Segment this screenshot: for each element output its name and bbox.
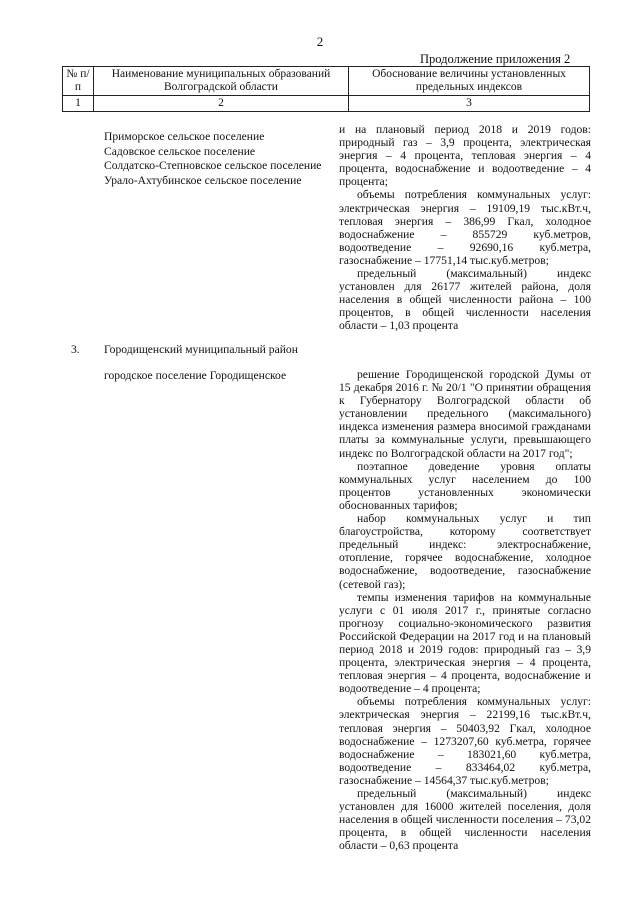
settlement-name: Приморское сельское поселение	[104, 130, 265, 143]
justification-paragraph: набор коммунальных услуг и тип благоустройства, которому соответствует предельный индекс: электроснабжение, отопление, горячее водоснабжение, холодное водоснабжение, водоотведение, газоснабжение (сетевой газ);	[339, 512, 591, 591]
justification-block-1	[339, 123, 591, 333]
header-num-2: 2	[94, 96, 349, 112]
header-name-col: Наименование муниципальных образований Волгоградской области	[94, 67, 349, 96]
header-num-3: 3	[349, 96, 590, 112]
justification-paragraph: решение Городищенской городской Думы от 15 декабря 2016 г. № 20/1 "О принятии обращения к Губернатору Волгоградской области об установлении предельного (максимального) индекса изменения размера вносимой гражданами платы за коммунальные услуги, превышающего индекс по Волгоградской области на 2017 год";	[339, 368, 591, 460]
district-name: Городищенский муниципальный район	[104, 343, 298, 356]
settlement-name: городское поселение Городищенское	[104, 369, 287, 382]
justification-paragraph: и на плановый период 2018 и 2019 годов: природный газ – 3,9 процента, электрическая энергия – 4 процента, тепловая энергия – 4 процента, водоснабжение и водоотведение – 4 процента;	[339, 123, 591, 189]
table-header	[62, 66, 590, 112]
justification-paragraph: темпы изменения тарифов на коммунальные услуги с 01 июля 2017 г., принятые согласно прогнозу социально-экономического развития Российской Федерации на 2017 год и на плановый период 2018 и 2019 годов: природный газ – 3,9 процента, электрическая энергия – 4 процента, тепловая энергия – 4 процента, водоснабжение и водоотведение – 4 процента;	[339, 590, 591, 696]
justification-block-2	[339, 368, 591, 852]
justification-paragraph: предельный (максимальный) индекс установлен для 26177 жителей района, доля населения в общей численности района – 100 процентов, в общей численности населения области – 1,03 процента	[339, 267, 591, 333]
header-number-col: № п/п	[63, 67, 94, 96]
settlement-name: Урало-Ахтубинское сельское поселение	[104, 173, 302, 187]
justification-paragraph: объемы потребления коммунальных услуг: электрическая энергия – 22199,16 тыс.кВт.ч, тепловая энергия – 50403,92 Гкал, холодное водоснабжение – 1273207,60 куб.метра, горячее водоснабжение – 183021,60 куб.метра, водоотведение – 833464,02 куб.метра, газоснабжение – 14564,37 тыс.куб.метров;	[339, 695, 591, 787]
justification-paragraph: поэтапное доведение уровня оплаты коммунальных услуг населением до 100 процентов установленных экономически обоснованных тарифов;	[339, 459, 591, 512]
page-number: 2	[316, 34, 324, 49]
settlement-list	[104, 130, 321, 188]
settlement-name: Садовское сельское поселение	[104, 144, 256, 158]
header-justification-col: Обоснование величины установленных предельных индексов	[349, 67, 590, 96]
settlement-name: Солдатско-Степновское сельское поселение	[104, 159, 322, 173]
justification-paragraph: предельный (максимальный) индекс установлен для 16000 жителей поселения, доля населения в общей численности поселения – 73,02 процента, в общей численности населения области – 0,63 процента	[339, 787, 591, 853]
continuation-label: Продолжение приложения 2	[420, 52, 571, 66]
header-num-1: 1	[63, 96, 94, 112]
justification-paragraph: объемы потребления коммунальных услуг: электрическая энергия – 19109,19 тыс.кВт.ч, тепловая энергия – 386,99 Гкал, холодное водоснабжение – 855729 куб.метров, водоотведение – 92690,16 куб.метра, газоснабжение – 17751,14 тыс.куб.метров;	[339, 188, 591, 267]
row-number: 3.	[71, 343, 80, 356]
